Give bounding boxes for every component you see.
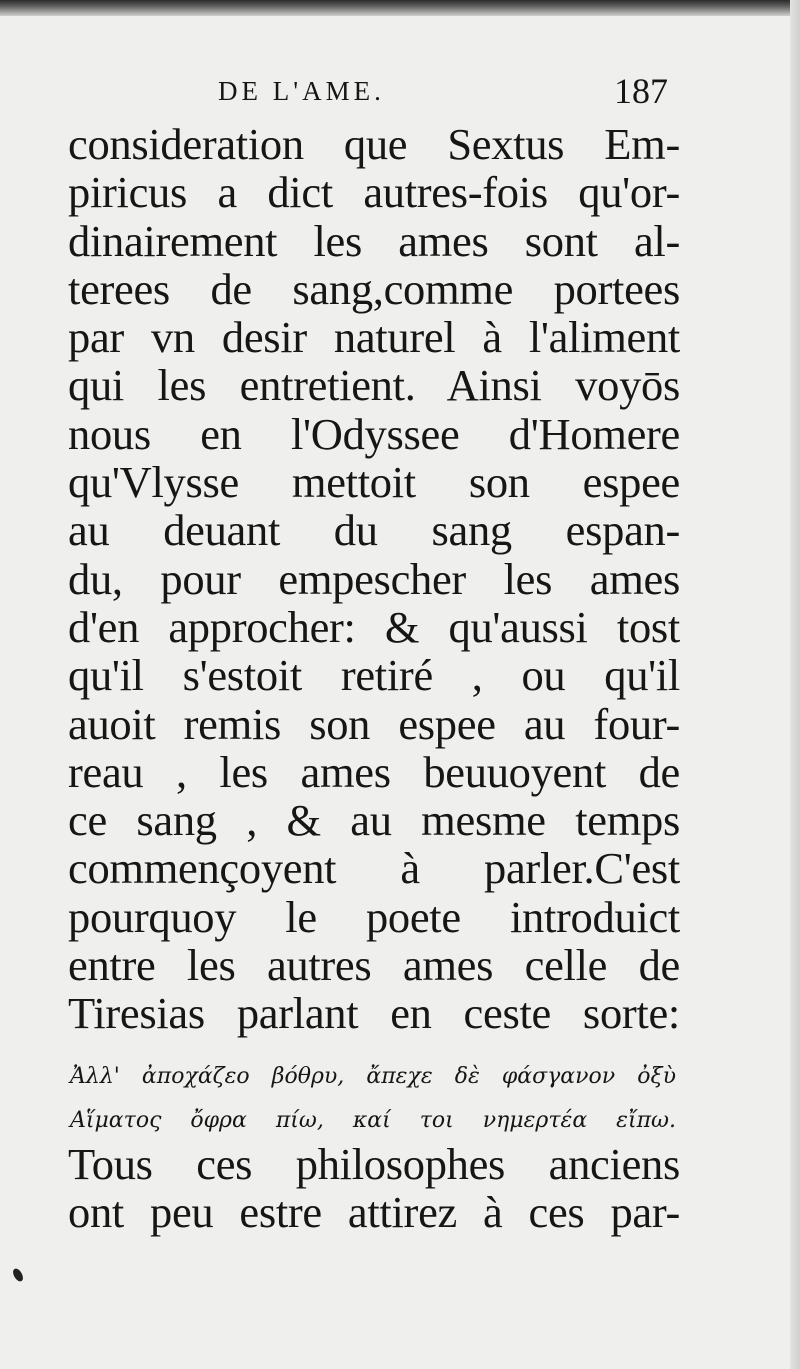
body-text [68,120,680,1038]
text-line: pourquoy le poete introduict [68,891,680,942]
page-top-edge-shadow [0,0,800,16]
text-line: dinairement les ames sont al- [68,215,680,266]
text-line: qu'il s'estoit retiré , ou qu'il [68,650,680,701]
text-line: reau , les ames beuuoyent de [68,746,680,797]
text-line: auoit remis son espee au four- [68,698,680,749]
greek-verse-line: Αἵματος ὄφρα πίω, καί τοι νημερτέα εἴπω. [70,1108,676,1133]
text-line: consideration que Sextus Em- [68,119,680,169]
text-line: au deuant du sang espan- [68,505,680,556]
text-line: entre les autres ames celle de [68,940,680,991]
text-line: ont peu estre attirez à ces par- [68,1187,680,1238]
text-line: ce sang , & au mesme temps [68,795,680,846]
text-line: piricus a dict autres-fois qu'or- [68,167,680,218]
text-line: terees de sang,comme portees [68,263,680,314]
closing-text [68,1140,680,1237]
text-line: qui les entretient. Ainsi voyōs [68,360,680,411]
running-head [68,70,668,116]
ink-speck [11,1267,25,1283]
running-head-title: DE L'AME. [218,76,385,106]
text-line: nous en l'Odyssee d'Homere [68,408,680,459]
text-line: par vn desir naturel à l'aliment [68,312,680,363]
page-number: 187 [614,71,668,111]
text-line: Tiresias parlant en ceste sorte: [68,988,680,1039]
text-line: commençoyent à parler.C'est [68,843,680,894]
text-line: du, pour empescher les ames [68,553,680,604]
text-line: qu'Vlysse mettoit son espee [68,457,680,508]
text-line: d'en approcher: & qu'aussi tost [68,601,680,652]
greek-verse-line: Ἀλλ' ἀποχάζεο βόθρυ, ἄπεχε δὲ φάσγανον ὀξὺ [70,1064,676,1089]
greek-quotation [70,1055,676,1143]
text-line: Tous ces philosophes anciens [68,1139,680,1189]
page-right-edge [790,0,800,1369]
